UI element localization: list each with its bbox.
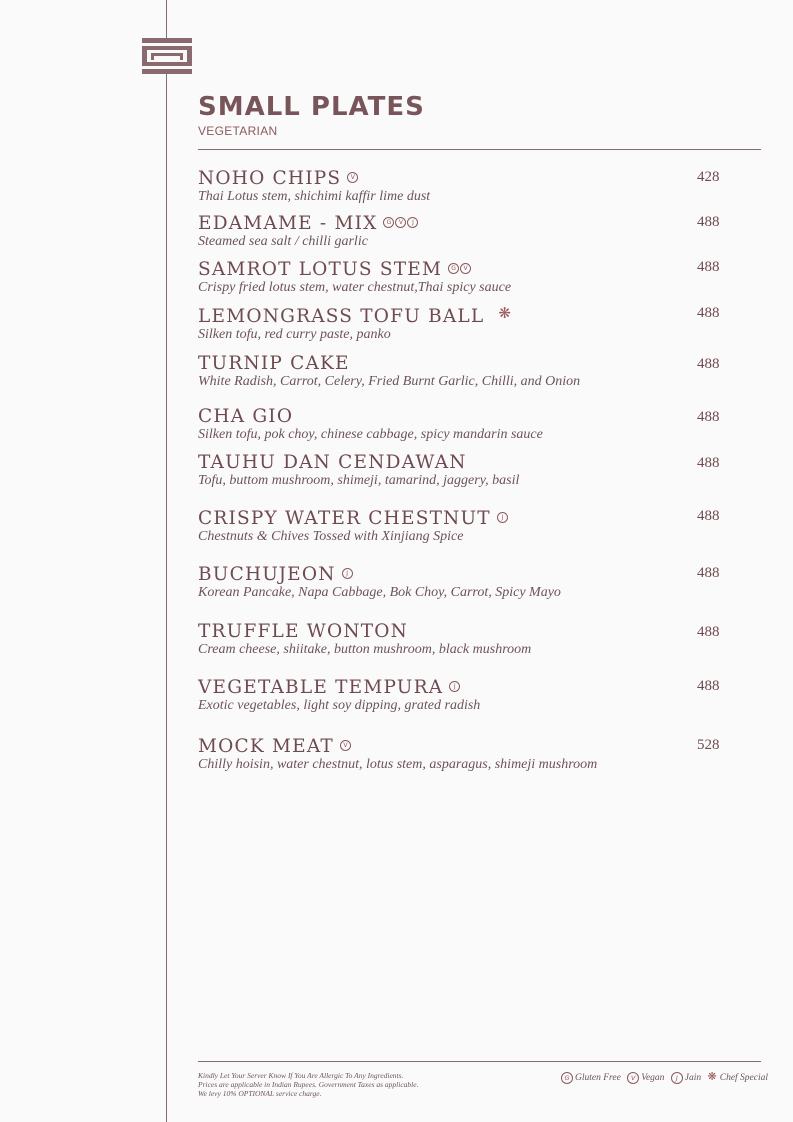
gluten-free-icon: G bbox=[383, 217, 394, 228]
menu-item bbox=[198, 258, 728, 296]
legend-vegan: Vegan bbox=[641, 1073, 665, 1083]
vegan-icon: V bbox=[395, 217, 406, 228]
item-name: EDAMAME - MIX G V J bbox=[198, 212, 728, 234]
item-description: Korean Pancake, Napa Cabbage, Bok Choy, Carrot, Spicy Mayo bbox=[198, 585, 561, 600]
gluten-free-icon: G bbox=[561, 1072, 573, 1084]
jain-icon: J bbox=[449, 681, 460, 692]
item-description: White Radish, Carrot, Celery, Fried Burnt Garlic, Chilli, and Onion bbox=[198, 374, 581, 389]
restaurant-logo bbox=[142, 38, 192, 74]
item-description: Silken tofu, pok choy, chinese cabbage, spicy mandarin sauce bbox=[198, 427, 543, 442]
menu-item bbox=[198, 622, 728, 658]
item-name: NOHO CHIPS V bbox=[198, 167, 728, 189]
service-charge-note: We levy 10% OPTIONAL service charge. bbox=[198, 1089, 322, 1098]
gluten-free-icon: G bbox=[448, 263, 459, 274]
menu-item bbox=[198, 303, 728, 343]
item-price: 428 bbox=[697, 169, 720, 185]
item-tags bbox=[383, 212, 419, 232]
item-tags bbox=[449, 676, 461, 696]
legend-chef-special: Chef Special bbox=[719, 1073, 769, 1083]
item-name: CRISPY WATER CHESTNUT J bbox=[198, 507, 728, 529]
jain-icon: J bbox=[407, 217, 418, 228]
item-name: TURNIP CAKE bbox=[198, 353, 350, 374]
section-subtitle: VEGETARIAN bbox=[198, 124, 278, 138]
item-price: 528 bbox=[697, 737, 720, 753]
price-note: Prices are applicable in Indian Rupees. Government Taxes as applicable. bbox=[198, 1080, 419, 1089]
jain-icon: J bbox=[671, 1072, 683, 1084]
item-tags bbox=[340, 735, 352, 755]
item-tags bbox=[497, 507, 509, 527]
item-name: SAMROT LOTUS STEM G V bbox=[198, 258, 728, 280]
menu-item bbox=[198, 676, 728, 714]
item-description: Exotic vegetables, light soy dipping, grated radish bbox=[198, 698, 481, 713]
item-price: 488 bbox=[697, 508, 720, 524]
header-divider bbox=[198, 149, 761, 150]
item-name: MOCK MEAT V bbox=[198, 735, 728, 757]
item-description: Tofu, buttom mushroom, shimeji, tamarind, jaggery, basil bbox=[198, 473, 520, 488]
item-name: TAUHU DAN CENDAWAN bbox=[198, 452, 467, 473]
item-description: Steamed sea salt / chilli garlic bbox=[198, 234, 368, 249]
item-description: Crispy fried lotus stem, water chestnut,Thai spicy sauce bbox=[198, 280, 512, 295]
chef-special-icon: ❋ bbox=[498, 304, 511, 322]
vertical-rule bbox=[166, 0, 167, 1122]
vegan-icon: V bbox=[347, 172, 358, 183]
menu-item bbox=[198, 354, 728, 390]
item-price: 488 bbox=[697, 565, 720, 581]
item-price: 488 bbox=[697, 455, 720, 471]
vegan-icon: V bbox=[460, 263, 471, 274]
item-name: LEMONGRASS TOFU BALL ❋ bbox=[198, 304, 511, 327]
section-title: SMALL PLATES bbox=[198, 92, 425, 122]
item-price: 488 bbox=[697, 214, 720, 230]
dietary-legend bbox=[561, 1070, 768, 1084]
item-tags bbox=[490, 303, 511, 325]
allergy-note: Kindly Let Your Server Know If You Are Allergic To Any Ingredients. bbox=[198, 1071, 404, 1080]
item-description: Cream cheese, shiitake, button mushroom, black mushroom bbox=[198, 642, 532, 657]
menu-item bbox=[198, 167, 728, 205]
legend-gluten-free: Gluten Free bbox=[575, 1073, 621, 1083]
item-description: Thai Lotus stem, shichimi kaffir lime dust bbox=[198, 189, 431, 204]
menu-item bbox=[198, 507, 728, 545]
item-price: 488 bbox=[697, 356, 720, 372]
chef-special-icon: ❋ bbox=[707, 1070, 717, 1083]
footer-note bbox=[198, 1071, 438, 1098]
item-name: TRUFFLE WONTON bbox=[198, 621, 409, 642]
jain-icon: J bbox=[497, 512, 508, 523]
item-tags bbox=[448, 258, 472, 278]
item-name: BUCHUJEON J bbox=[198, 563, 728, 585]
menu-item bbox=[198, 563, 728, 601]
footer-divider bbox=[198, 1061, 761, 1062]
item-description: Silken tofu, red curry paste, panko bbox=[198, 327, 391, 342]
legend-jain: Jain bbox=[684, 1073, 702, 1083]
item-tags bbox=[342, 563, 354, 583]
menu-item bbox=[198, 407, 728, 443]
item-description: Chilly hoisin, water chestnut, lotus stem, asparagus, shimeji mushroom bbox=[198, 757, 598, 772]
vegan-icon: V bbox=[627, 1072, 639, 1084]
menu-item bbox=[198, 735, 728, 773]
item-price: 488 bbox=[697, 305, 720, 321]
item-price: 488 bbox=[697, 624, 720, 640]
jain-icon: J bbox=[342, 568, 353, 579]
item-price: 488 bbox=[697, 409, 720, 425]
item-tags bbox=[347, 167, 359, 187]
item-name: CHA GIO bbox=[198, 406, 294, 427]
item-price: 488 bbox=[697, 678, 720, 694]
vegan-icon: V bbox=[340, 740, 351, 751]
item-name: VEGETABLE TEMPURA J bbox=[198, 676, 728, 698]
menu-item bbox=[198, 453, 728, 489]
menu-item bbox=[198, 212, 728, 250]
item-price: 488 bbox=[697, 259, 720, 275]
item-description: Chestnuts & Chives Tossed with Xinjiang Spice bbox=[198, 529, 464, 544]
